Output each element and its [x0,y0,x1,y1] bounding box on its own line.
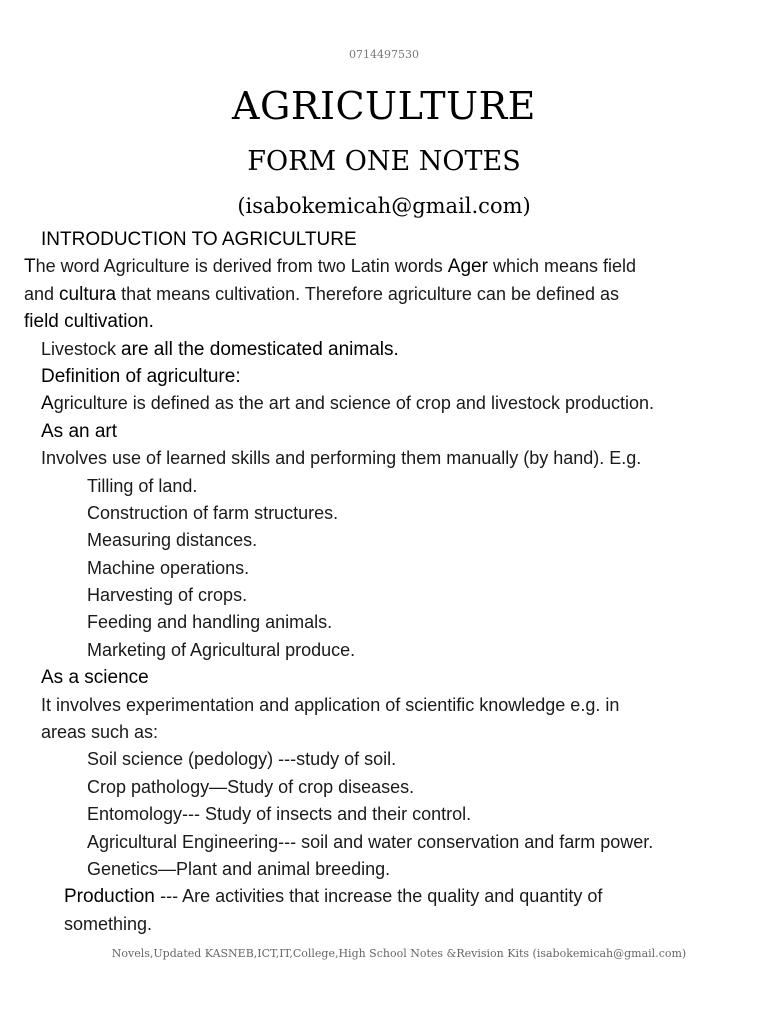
text-run: which means field [487,256,637,277]
list-item: Marketing of Agricultural produce. [87,639,356,660]
author-email: (isabokemicah@gmail.com) [237,194,531,218]
list-item: Feeding and handling animals. [87,612,333,633]
definition-text [24,390,754,417]
list-item: Entomology--- Study of insects and their control. [87,804,472,825]
drop-letter: A [41,393,54,415]
text-run: that means cultivation. Therefore agriculture can be defined as [116,283,620,304]
list-item: Soil science (pedology) ---study of soil. [87,749,397,770]
art-intro: Involves use of learned skills and performing them manually (by hand). E.g. [41,448,642,469]
livestock-term: Livestock [41,338,122,359]
page-footer: Novels,Updated KASNEB,ICT,IT,College,High School Notes &Revision Kits (isabokemicah@gmail.com) [111,947,687,960]
art-heading: As an art [41,420,118,442]
production-definition: --- Are activities that increase the quality and quantity of [160,886,603,907]
notes-body [24,226,754,938]
list-item: Construction of farm structures. [87,502,339,523]
phone-number: 0714497530 [349,48,419,61]
science-intro-line-1: It involves experimentation and application of scientific knowledge e.g. in [41,694,620,715]
list-item: Agricultural Engineering--- soil and water conservation and farm power. [87,831,654,852]
intro-paragraph-line-2 [24,281,754,308]
list-item: Genetics—Plant and animal breeding. [87,858,391,879]
drop-letter: T [24,256,36,278]
text-run: he word Agriculture is derived from two Latin words [35,256,448,277]
term-ager: Ager [447,256,488,278]
production-line-2: something. [64,913,153,934]
page-title: AGRICULTURE [232,84,536,128]
production-term: Production [64,886,161,908]
livestock-definition: are all the domesticated animals. [121,338,399,360]
list-item: Crop pathology—Study of crop diseases. [87,776,415,797]
list-item: Harvesting of crops. [87,585,248,606]
intro-paragraph-line-1 [24,253,754,280]
definition-heading: Definition of agriculture: [41,365,241,387]
science-heading: As a science [41,667,149,689]
term-cultura: cultura [59,283,117,305]
list-item: Machine operations. [87,557,250,578]
term-field-cultivation: field cultivation. [24,311,154,333]
production-line-1 [24,883,754,910]
page-subtitle: FORM ONE NOTES [247,146,521,177]
science-intro-line-2: areas such as: [41,722,159,743]
text-run: and [24,283,60,304]
list-item: Tilling of land. [87,475,198,496]
intro-paragraph-line-3 [24,308,754,335]
livestock-line [24,336,754,363]
text-run: griculture is defined as the art and science of crop and livestock production. [53,393,655,414]
intro-heading: INTRODUCTION TO AGRICULTURE [41,229,357,250]
list-item: Measuring distances. [87,530,258,551]
